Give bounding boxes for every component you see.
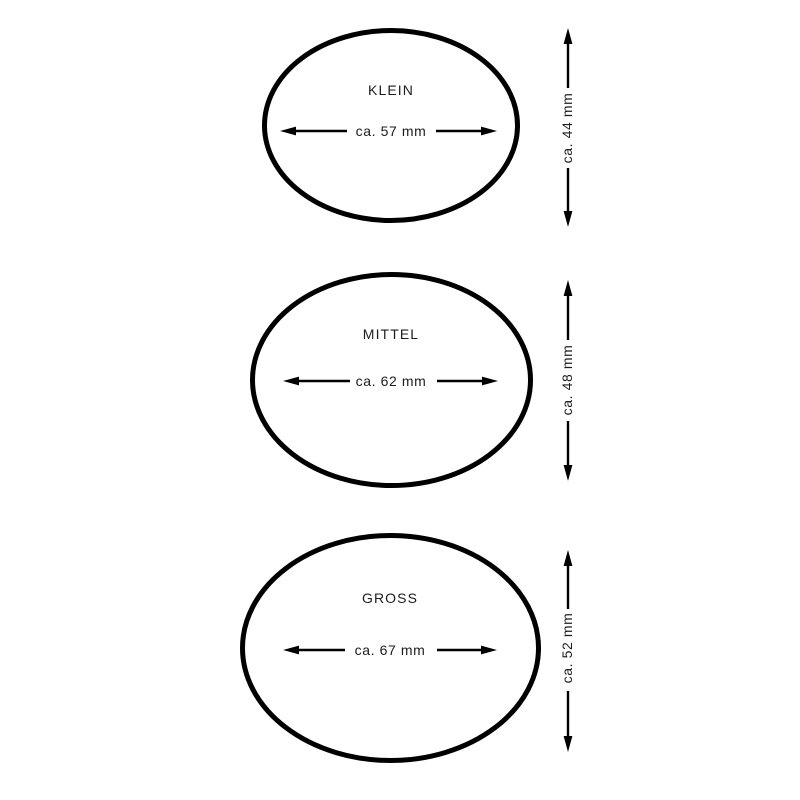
arrowhead-down-icon: [564, 211, 573, 227]
arrowhead-up-icon: [564, 28, 573, 44]
size-name-mittel: MITTEL: [362, 326, 420, 342]
arrowhead-down-icon: [564, 465, 573, 481]
height-label-gross: ca. 52 mm: [559, 612, 575, 684]
arrowhead-up-icon: [564, 550, 573, 566]
arrowhead-down-icon: [564, 736, 573, 752]
arrowhead-right-icon: [481, 127, 497, 136]
arrowhead-left-icon: [283, 646, 299, 655]
size-name-klein: KLEIN: [368, 82, 414, 98]
size-name-gross: GROSS: [361, 590, 419, 606]
width-label-klein: ca. 57 mm: [355, 123, 427, 139]
height-label-klein: ca. 44 mm: [559, 92, 575, 164]
height-label-mittel: ca. 48 mm: [559, 344, 575, 416]
arrowhead-right-icon: [482, 377, 498, 386]
arrowhead-right-icon: [481, 646, 497, 655]
arrowhead-left-icon: [280, 127, 296, 136]
width-label-mittel: ca. 62 mm: [355, 373, 427, 389]
width-label-gross: ca. 67 mm: [354, 642, 426, 658]
arrowhead-left-icon: [283, 377, 299, 386]
arrowhead-up-icon: [564, 280, 573, 296]
